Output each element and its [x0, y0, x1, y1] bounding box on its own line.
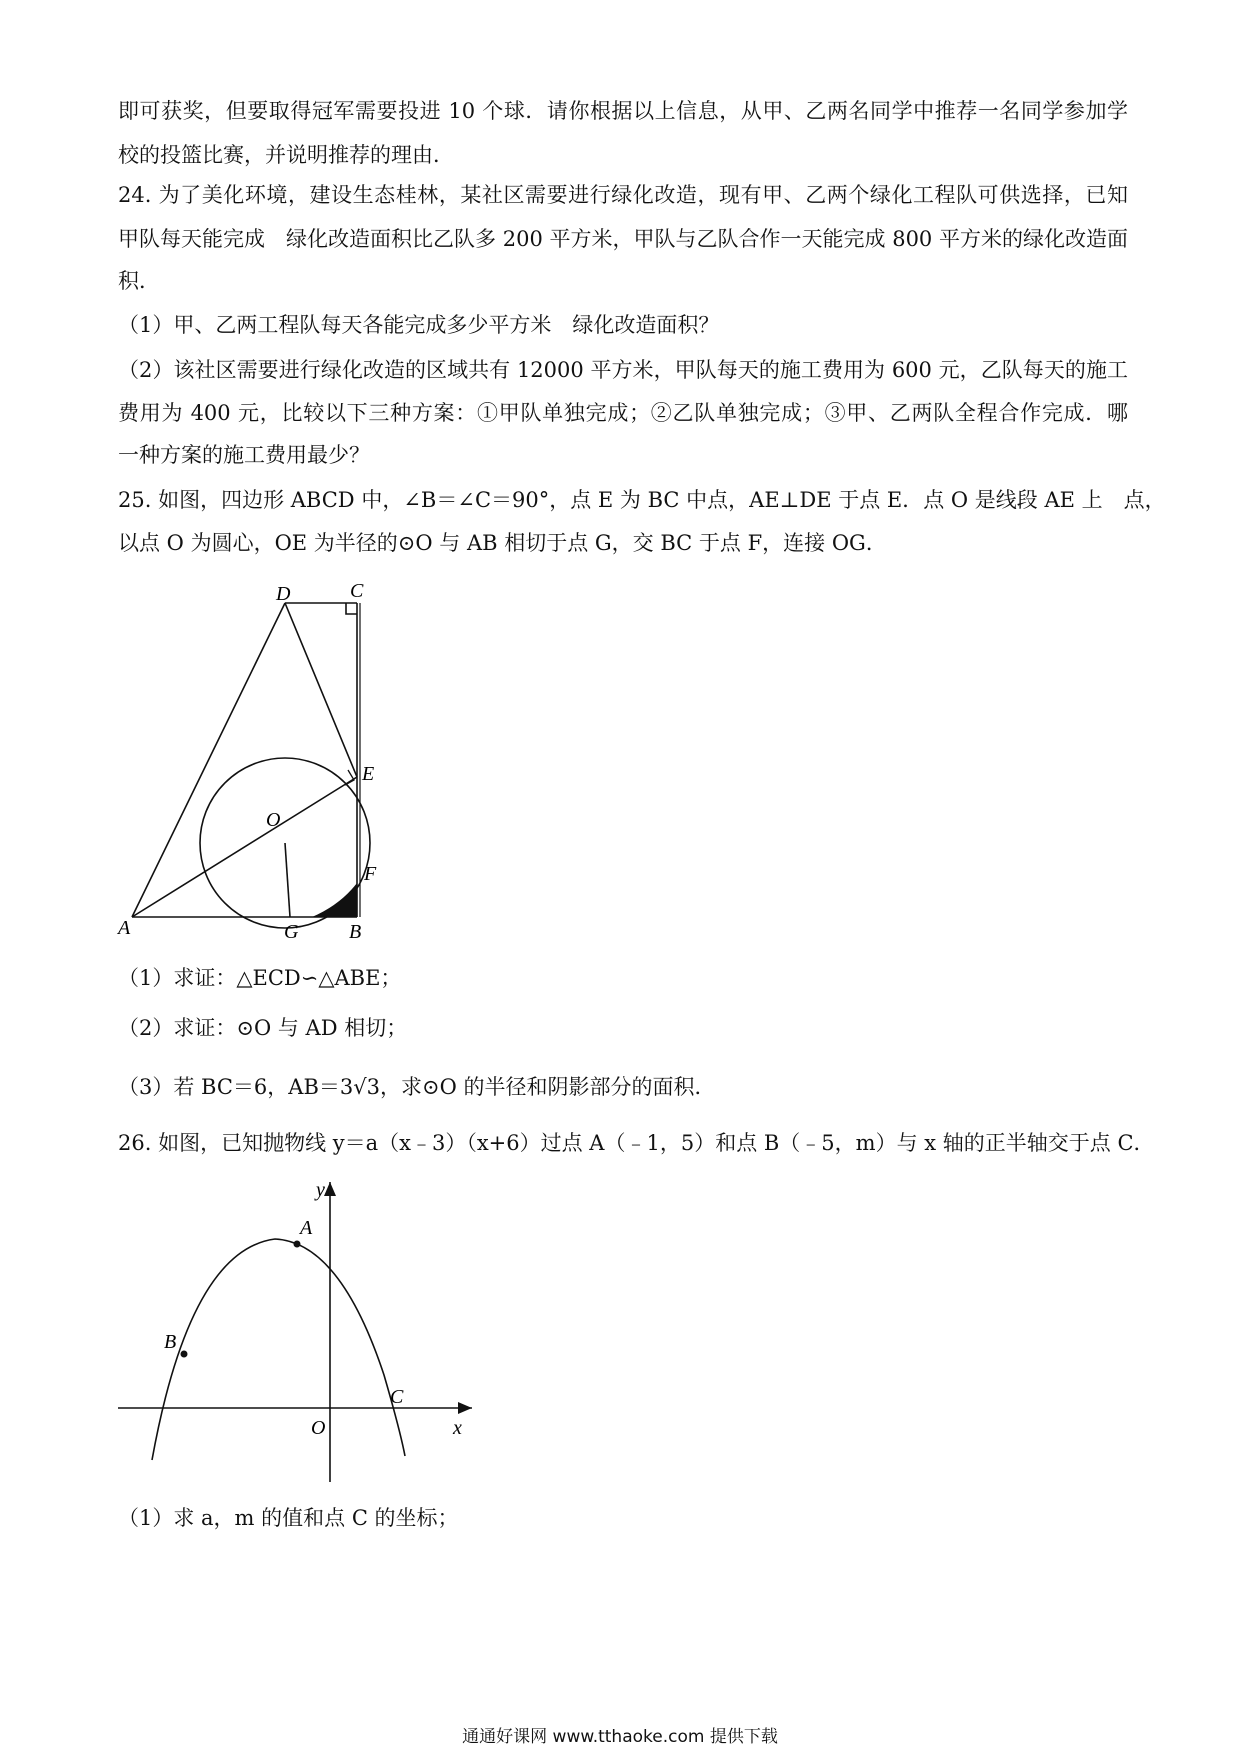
- label-x: x: [453, 1417, 462, 1439]
- label-d: D: [276, 583, 291, 605]
- q25-part3: （3）若 BC＝6，AB＝3√3，求⊙O 的半径和阴影部分的面积．: [118, 1075, 716, 1099]
- label-c: C: [350, 580, 364, 602]
- right-angle-c: [346, 603, 357, 614]
- parabola-curve: [152, 1239, 405, 1460]
- page-footer: 通通好课网 www.tthaoke.com 提供下载: [462, 1727, 778, 1747]
- q24-line-3: 积．: [118, 269, 160, 293]
- shaded-region: [312, 883, 357, 917]
- label-o26: O: [311, 1417, 326, 1439]
- q24-part2-line-2: 费用为 400 元，比较以下三种方案：①甲队单独完成；②乙队单独完成；③甲、乙两队全程合作完成．哪: [118, 401, 1128, 425]
- label-b: B: [349, 921, 362, 943]
- label-e: E: [362, 763, 375, 785]
- q24-part2-line-3: 一种方案的施工费用最少？: [118, 443, 370, 467]
- segment-og: [285, 843, 290, 917]
- x-axis-arrow: [458, 1402, 472, 1414]
- text-line-2: 校的投篮比赛，并说明推荐的理由．: [118, 143, 454, 167]
- text-line-1: 即可获奖，但要取得冠军需要投进 10 个球．请你根据以上信息，从甲、乙两名同学中推荐一名同学参加学: [118, 99, 1128, 123]
- q26-part1: （1）求 a，m 的值和点 C 的坐标；: [118, 1506, 459, 1530]
- q24-part1: （1）甲、乙两工程队每天各能完成多少平方米 绿化改造面积？: [118, 313, 720, 337]
- q26-figure: [110, 1170, 490, 1490]
- q24-line-2: 甲队每天能完成 绿化改造面积比乙队多 200 平方米，甲队与乙队合作一天能完成 800 平方米的绿化改造面: [118, 227, 1128, 251]
- point-a: [294, 1241, 301, 1248]
- label-y: y: [316, 1179, 325, 1201]
- q25-figure: [110, 570, 377, 943]
- point-b: [181, 1351, 188, 1358]
- y-axis-arrow: [324, 1182, 336, 1196]
- q24-line-1: 24. 为了美化环境，建设生态桂林，某社区需要进行绿化改造，现有甲、乙两个绿化工程队可供选择，已知: [118, 183, 1128, 207]
- q25-line-2: 以点 O 为圆心，OE 为半径的⊙O 与 AB 相切于点 G，交 BC 于点 F，连接 OG．: [118, 531, 887, 555]
- label-c26: C: [390, 1386, 404, 1408]
- q26-line-1: 26. 如图，已知抛物线 y＝a（x﹣3）（x+6）过点 A（﹣1，5）和点 B（﹣5，m）与 x 轴的正半轴交于点 C．: [118, 1131, 1155, 1155]
- label-g: G: [284, 921, 299, 943]
- q25-line-1: 25. 如图，四边形 ABCD 中，∠B＝∠C＝90°，点 E 为 BC 中点，AE⊥DE 于点 E．点 O 是线段 AE 上 点，: [118, 488, 1166, 512]
- q24-part2-line-1: （2）该社区需要进行绿化改造的区域共有 12000 平方米，甲队每天的施工费用为 600 元，乙队每天的施工: [118, 358, 1128, 382]
- label-f: F: [364, 863, 377, 885]
- q25-part1: （1）求证：△ECD∽△ABE；: [118, 966, 402, 990]
- label-o: O: [266, 809, 281, 831]
- segment-de: [285, 603, 357, 777]
- q25-part2: （2）求证：⊙O 与 AD 相切；: [118, 1016, 408, 1040]
- label-b26: B: [164, 1331, 177, 1353]
- label-a: A: [118, 917, 131, 939]
- label-a26: A: [300, 1217, 313, 1239]
